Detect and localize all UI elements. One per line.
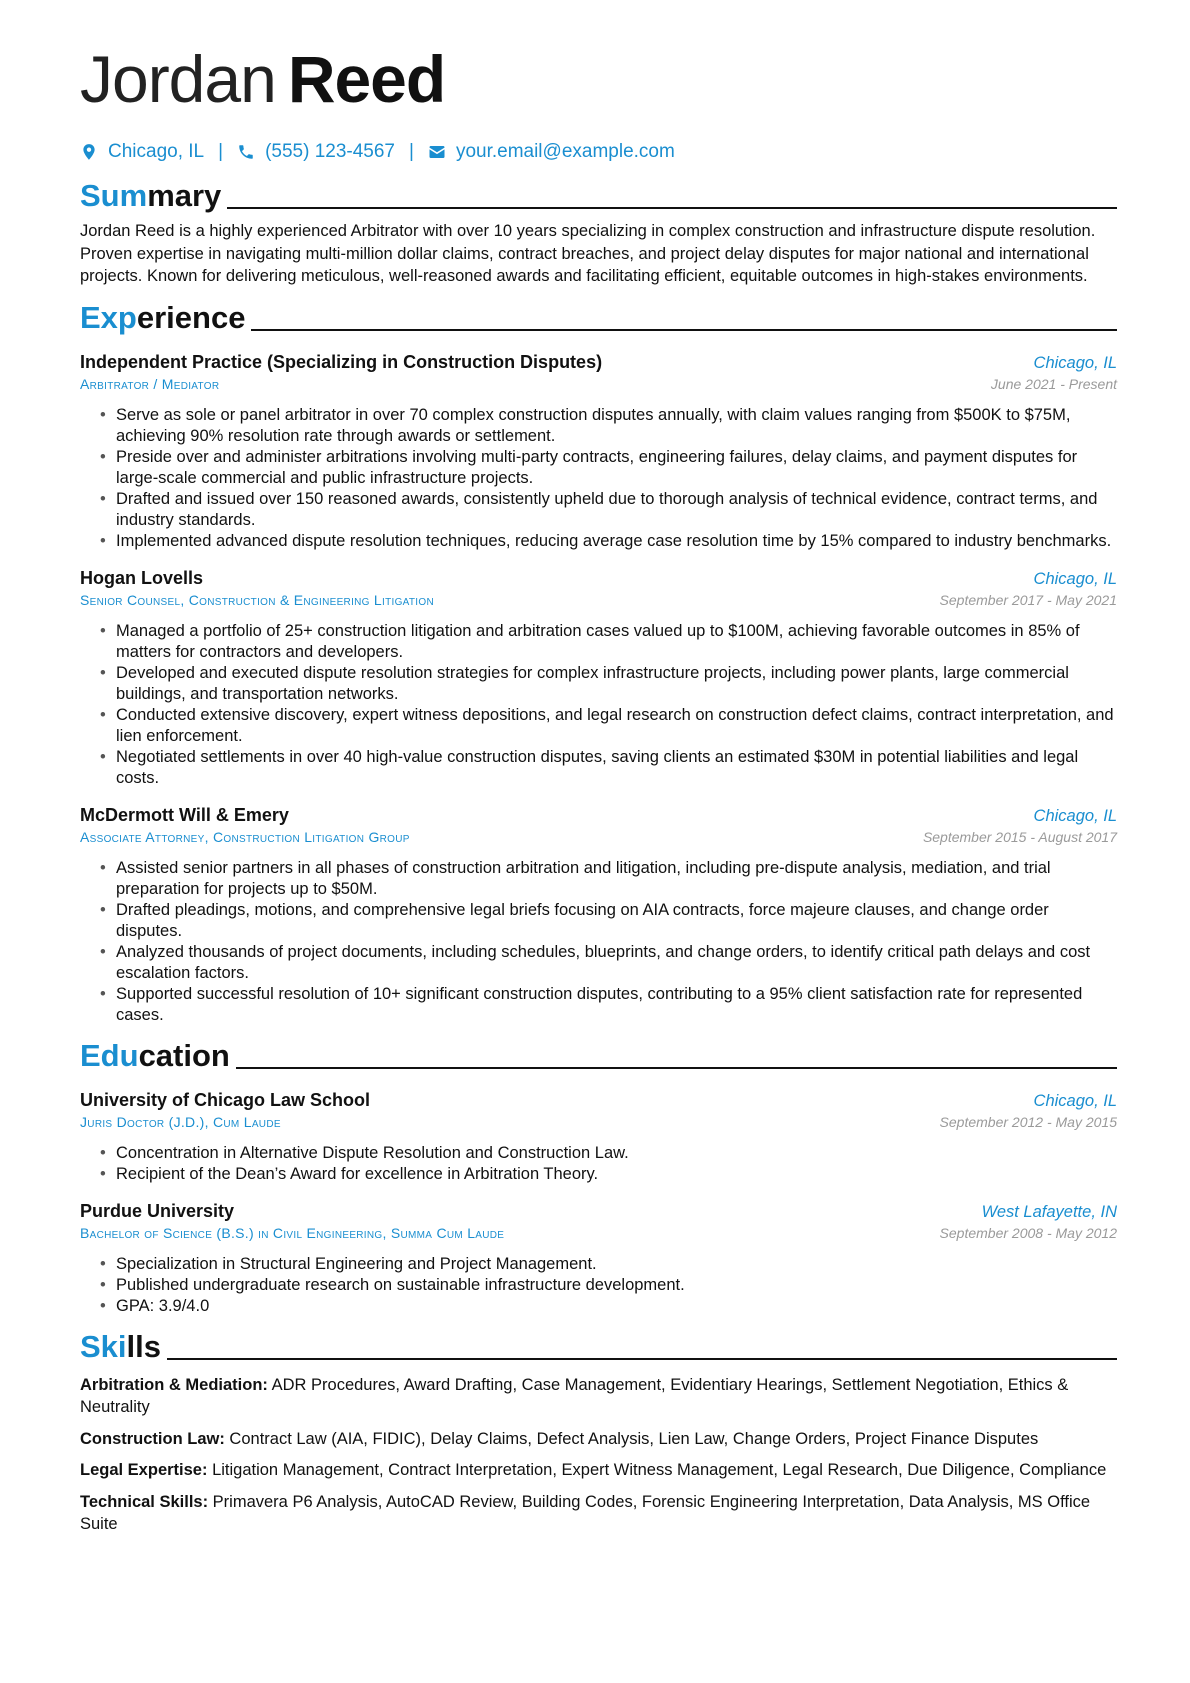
bullet-list — [80, 1254, 1117, 1317]
skill-line — [80, 1459, 1117, 1482]
skill-line — [80, 1428, 1117, 1451]
contact-separator: | — [218, 141, 224, 162]
phone-icon — [237, 143, 255, 161]
education-title: Education — [80, 1037, 230, 1073]
list-item: • Conducted extensive discovery, expert witness depositions, and legal research on construction defect claims, contract interpretation, and lien enforcement. — [100, 705, 1117, 747]
entry-location: Chicago, IL — [1033, 569, 1117, 588]
candidate-name — [80, 40, 1117, 118]
school-name: Purdue University — [80, 1200, 235, 1221]
section-heading — [80, 296, 1117, 336]
school-name: University of Chicago Law School — [80, 1089, 371, 1110]
list-item: • Supported successful resolution of 10+ significant construction disputes, contributing to a 95% client satisfaction rate for represented cases. — [100, 984, 1117, 1026]
bullet-list — [80, 1143, 1117, 1185]
skill-label: Construction Law: — [80, 1429, 225, 1448]
first-name: Jordan — [80, 42, 276, 116]
skill-value: ADR Procedures, Award Drafting, Case Management, Evidentiary Hearings, Settlement Negotiation, Ethics & Neutrality — [80, 1375, 1069, 1416]
job-title: Arbitrator / Mediator — [80, 375, 220, 392]
education-entry — [80, 1088, 1117, 1185]
list-item: • Assisted senior partners in all phases of construction arbitration and litigation, including pre-dispute analysis, mediation, and trial preparation for projects up to $50M. — [100, 858, 1117, 900]
list-item: • Implemented advanced dispute resolution techniques, reducing average case resolution time by 15% compared to industry benchmarks. — [100, 531, 1117, 552]
last-name: Reed — [287, 42, 446, 116]
list-item: • Negotiated settlements in over 40 high-value construction disputes, saving clients an estimated $30M in potential liabilities and legal costs. — [100, 747, 1117, 789]
entry-location: Chicago, IL — [1033, 806, 1117, 825]
section-heading — [80, 1034, 1117, 1074]
experience-entry — [80, 803, 1117, 1026]
list-item: • Drafted pleadings, motions, and comprehensive legal briefs focusing on AIA contracts, force majeure clauses, and change order disputes. — [100, 900, 1117, 942]
skill-label: Arbitration & Mediation: — [80, 1375, 268, 1394]
summary-title: Summary — [80, 178, 222, 213]
entry-date: September 2012 - May 2015 — [939, 1113, 1117, 1130]
skill-line — [80, 1491, 1117, 1536]
experience-entry — [80, 566, 1117, 789]
entry-date: September 2017 - May 2021 — [939, 591, 1117, 608]
skill-label: Technical Skills: — [80, 1492, 209, 1511]
envelope-icon — [428, 143, 446, 161]
contact-separator: | — [409, 141, 414, 162]
skill-value: Litigation Management, Contract Interpretation, Expert Witness Management, Legal Research, Due Diligence, Compliance — [212, 1461, 1107, 1479]
bullet-list — [80, 858, 1117, 1026]
degree: Juris Doctor (J.D.), Cum Laude — [80, 1113, 281, 1130]
entry-location: West Lafayette, IN — [981, 1202, 1117, 1221]
entry-date: September 2015 - August 2017 — [922, 828, 1117, 845]
employer-name: McDermott Will & Emery — [80, 804, 289, 825]
list-item: • Recipient of the Dean’s Award for excellence in Arbitration Theory. — [100, 1164, 1117, 1185]
list-item: • Managed a portfolio of 25+ construction litigation and arbitration cases valued up to $100M, achieving favorable outcomes in 85% of matters for contractors and developers. — [100, 621, 1117, 663]
entry-date: September 2008 - May 2012 — [939, 1224, 1117, 1241]
employer-name: Hogan Lovells — [80, 567, 204, 588]
skills-section — [80, 1325, 1117, 1536]
list-item: • Concentration in Alternative Dispute Resolution and Construction Law. — [100, 1143, 1117, 1164]
list-item: • Specialization in Structural Engineering and Project Management. — [100, 1254, 1117, 1275]
list-item: • Drafted and issued over 150 reasoned awards, consistently upheld due to thorough analysis of technical evidence, contract terms, and industry standards. — [100, 489, 1117, 531]
section-heading — [80, 1325, 1117, 1365]
summary-text: Jordan Reed is a highly experienced Arbitrator with over 10 years specializing in complex construction and infrastructure dispute resolution. Proven expertise in navigating multi-million dollar claims, contract breaches, and project delay disputes for major national and international projects. Known for delivering meticulous, well-reasoned awards and facilitating efficient, equitable outcomes in high-stakes environments. — [80, 222, 1096, 285]
skills-title: Skills — [80, 1328, 161, 1364]
experience-section — [80, 296, 1117, 1026]
bullet-list — [80, 405, 1117, 552]
phone-text: (555) 123-4567 — [265, 141, 395, 162]
summary-section — [80, 174, 1117, 288]
section-rule — [227, 207, 1117, 209]
education-entry — [80, 1199, 1117, 1317]
map-pin-icon — [80, 143, 98, 161]
contact-phone[interactable] — [237, 141, 395, 163]
experience-entry — [80, 350, 1117, 552]
skill-label: Legal Expertise: — [80, 1461, 208, 1479]
job-title: Senior Counsel, Construction & Engineering Litigation — [80, 591, 434, 608]
contact-location — [80, 141, 204, 163]
section-heading — [80, 174, 1117, 214]
contact-bar — [80, 138, 1117, 166]
bullet-list — [80, 621, 1117, 789]
list-item: • GPA: 3.9/4.0 — [100, 1296, 1117, 1317]
section-rule — [236, 1067, 1117, 1069]
section-rule — [251, 329, 1117, 331]
employer-name: Independent Practice (Specializing in Construction Disputes) — [80, 351, 603, 372]
job-title: Associate Attorney, Construction Litigation Group — [80, 828, 410, 845]
entry-date: June 2021 - Present — [990, 375, 1117, 392]
email-link[interactable]: your.email@example.com — [455, 141, 675, 162]
skill-line — [80, 1374, 1117, 1419]
list-item: • Preside over and administer arbitrations involving multi-party contracts, engineering failures, delay claims, and payment disputes for large-scale commercial and public infrastructure projects. — [100, 447, 1117, 489]
contact-email[interactable] — [428, 141, 675, 163]
entry-location: Chicago, IL — [1033, 353, 1117, 372]
skill-value: Contract Law (AIA, FIDIC), Delay Claims, Defect Analysis, Lien Law, Change Orders, Project Finance Disputes — [229, 1429, 1039, 1448]
degree: Bachelor of Science (B.S.) in Civil Engineering, Summa Cum Laude — [80, 1224, 505, 1241]
list-item: • Published undergraduate research on sustainable infrastructure development. — [100, 1275, 1117, 1296]
list-item: • Serve as sole or panel arbitrator in over 70 complex construction disputes annually, with claim values ranging from $500K to $75M, achieving 90% resolution rate through awards or settlement. — [100, 405, 1117, 447]
list-item: • Developed and executed dispute resolution strategies for complex infrastructure projects, including power plants, large commercial buildings, and transportation networks. — [100, 663, 1117, 705]
section-rule — [167, 1358, 1117, 1360]
entry-location: Chicago, IL — [1033, 1091, 1117, 1110]
education-section — [80, 1034, 1117, 1317]
location-text: Chicago, IL — [108, 141, 205, 162]
list-item: • Analyzed thousands of project documents, including schedules, blueprints, and change orders, to identify critical path delays and cost escalation factors. — [100, 942, 1117, 984]
skill-value: Primavera P6 Analysis, AutoCAD Review, Building Codes, Forensic Engineering Interpretation, Data Analysis, MS Office Suite — [80, 1492, 1091, 1533]
experience-title: Experience — [80, 299, 246, 335]
